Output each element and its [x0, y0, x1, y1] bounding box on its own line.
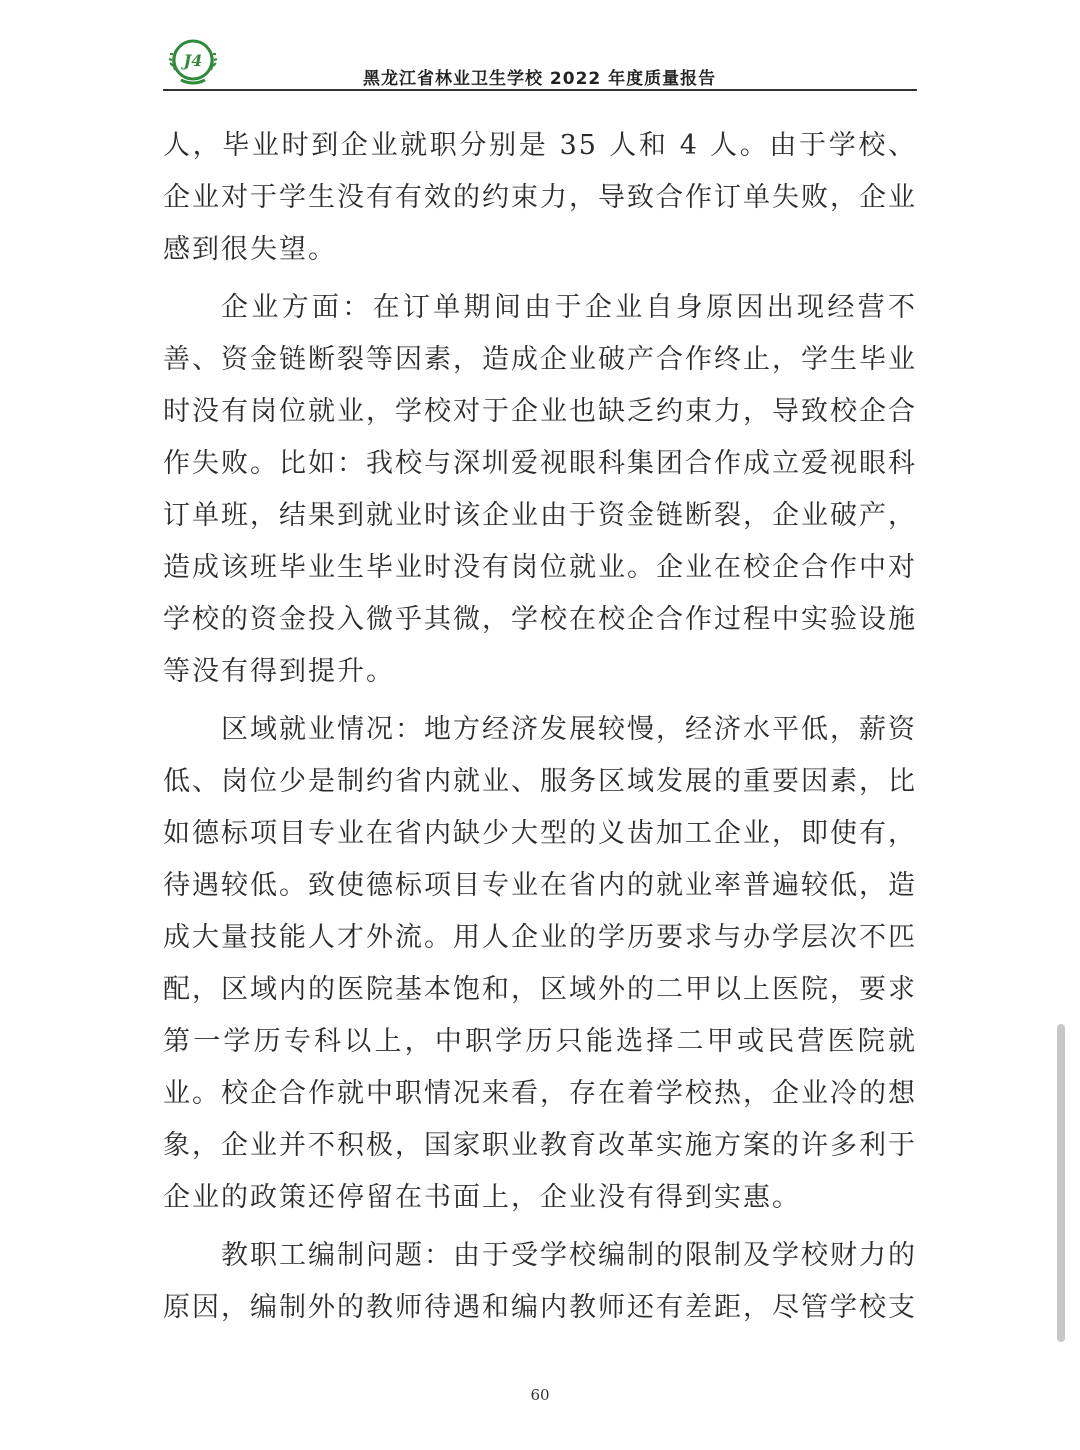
paragraph: 区域就业情况：地方经济发展较慢，经济水平低，薪资低、岗位少是制约省内就业、服务区域发展的重要因素，比如德标项目专业在省内缺少大型的义齿加工企业，即使有，待遇较低。致使德标项目专业在省内的就业率普遍较低，造成大量技能人才外流。用人企业的学历要求与办学层次不匹配，区域内的医院基本饱和，区域外的二甲以上医院，要求第一学历专科以上，中职学历只能选择二甲或民营医院就业。校企合作就中职情况来看，存在着学校热，企业冷的想象，企业并不积极，国家职业教育改革实施方案的许多利于企业的政策还停留在书面上，企业没有得到实惠。: [163, 714, 917, 1213]
header-divider: [163, 89, 917, 91]
paragraph: 人，毕业时到企业就职分别是 35 人和 4 人。由于学校、企业对于学生没有有效的约束力，导致合作订单失败，企业感到很失望。: [163, 130, 917, 265]
svg-text:J4: J4: [183, 51, 203, 70]
paragraph: 教职工编制问题：由于受学校编制的限制及学校财力的原因，编制外的教师待遇和编内教师还有差距，尽管学校支: [163, 1240, 917, 1323]
document-body: [163, 120, 917, 1340]
paragraph: 企业方面：在订单期间由于企业自身原因出现经营不善、资金链断裂等因素，造成企业破产合作终止，学生毕业时没有岗位就业，学校对于企业也缺乏约束力，导致校企合作失败。比如：我校与深圳爱视眼科集团合作成立爱视眼科订单班，结果到就业时该企业由于资金链断裂，企业破产，造成该班毕业生毕业时没有岗位就业。企业在校企合作中对学校的资金投入微乎其微，学校在校企合作过程中实验设施等没有得到提升。: [163, 292, 917, 687]
scrollbar-thumb[interactable]: [1057, 1024, 1065, 1342]
page-header: [163, 34, 917, 92]
header-title: 黑龙江省林业卫生学校 2022 年度质量报告: [363, 69, 717, 89]
school-emblem-icon: [167, 36, 219, 88]
vertical-scrollbar[interactable]: [1054, 1020, 1068, 1350]
page-number: 60: [530, 1386, 550, 1404]
